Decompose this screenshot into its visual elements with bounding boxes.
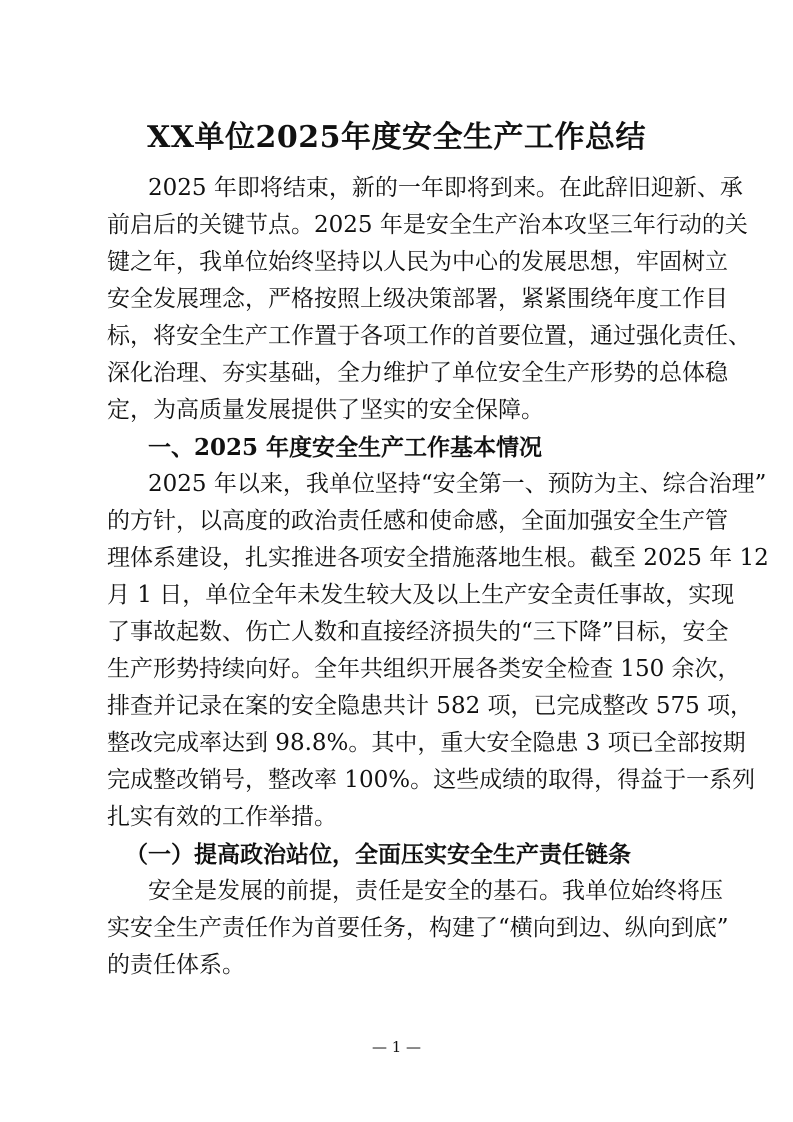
document-body [107, 170, 769, 984]
text-line: 的方针，以高度的政治责任感和使命感，全面加强安全生产管 [107, 508, 728, 534]
section-heading: 一、2025 年度安全生产工作基本情况 [148, 434, 543, 461]
text-line: 了事故起数、伤亡人数和直接经济损失的“三下降”目标，安全 [107, 619, 729, 645]
text-line: 2025 年以来，我单位坚持“安全第一、预防为主、综合治理” [148, 471, 767, 497]
text-line: 深化治理、夯实基础，全力维护了单位安全生产形势的总体稳 [107, 360, 728, 386]
paragraph-basic-situation [107, 466, 769, 836]
text-line: 理体系建设，扎实推进各项安全措施落地生根。截至 2025 年 12 [107, 545, 769, 571]
text-line: 排查并记录在案的安全隐患共计 582 项，已完成整改 575 项， [107, 693, 754, 719]
text-line: 前启后的关键节点。2025 年是安全生产治本攻坚三年行动的关 [107, 212, 748, 238]
page-number: — 1 — [371, 1038, 422, 1056]
text-line: 安全发展理念，严格按照上级决策部署，紧紧围绕年度工作目 [107, 286, 728, 312]
text-line: 完成整改销号，整改率 100%。这些成绩的取得，得益于一系列 [107, 767, 756, 793]
text-line: 生产形势持续向好。全年共组织开展各类安全检查 150 余次， [107, 656, 741, 682]
paragraph-responsibility [107, 873, 729, 984]
text-line: 定，为高质量发展提供了坚实的安全保障。 [107, 397, 544, 423]
text-line: 键之年，我单位始终坚持以人民为中心的发展思想，牢固树立 [107, 249, 728, 275]
text-line: 扎实有效的工作举措。 [107, 804, 337, 830]
text-line: 2025 年即将结束，新的一年即将到来。在此辞旧迎新、承 [148, 175, 743, 201]
text-line: 整改完成率达到 98.8%。其中，重大安全隐患 3 项已全部按期 [107, 730, 746, 756]
text-line: 实安全生产责任作为首要任务，构建了“横向到边、纵向到底” [107, 915, 729, 941]
text-line: 标，将安全生产工作置于各项工作的首要位置，通过强化责任、 [107, 323, 751, 349]
text-line: 的责任体系。 [107, 952, 245, 978]
document-title: XX单位2025年度安全生产工作总结 [146, 120, 647, 155]
text-line: 安全是发展的前提，责任是安全的基石。我单位始终将压 [148, 878, 723, 904]
text-line: 月 1 日，单位全年未发生较大及以上生产安全责任事故，实现 [107, 582, 735, 608]
paragraph-intro [107, 170, 751, 429]
subsection-heading: （一）提高政治站位，全面压实安全生产责任链条 [125, 841, 631, 868]
